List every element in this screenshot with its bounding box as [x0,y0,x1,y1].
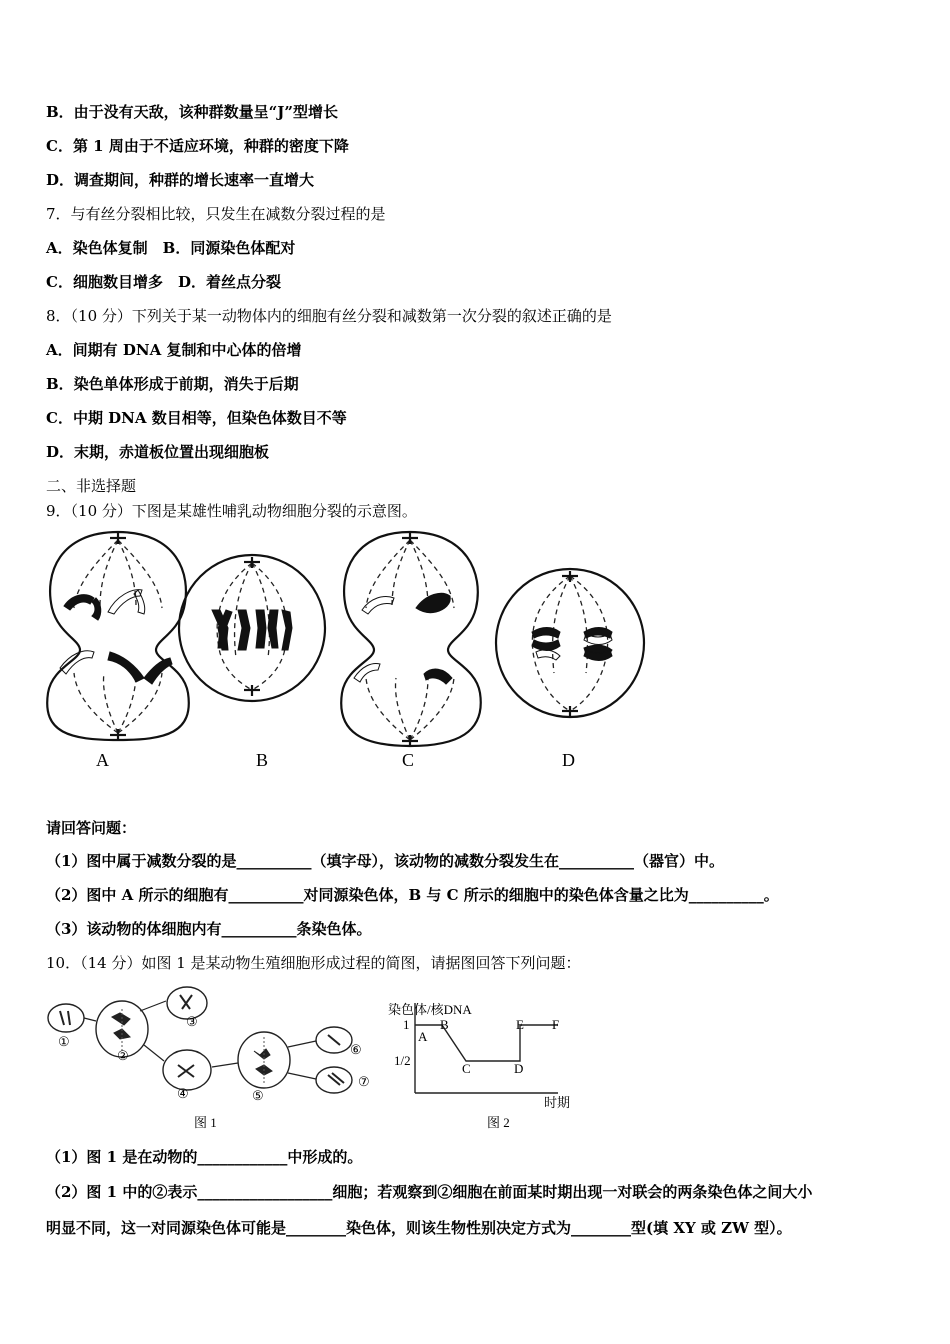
germ-cell-figure [44,985,384,1130]
option-8b: B．染色单体形成于前期，消失于后期 [46,375,299,393]
option-6c: C．第 1 周由于不适应环境，种群的密度下降 [46,137,349,155]
question-9-3: （3）该动物的体细胞内有__________条染色体。 [46,920,372,938]
question-9: 9．（10 分）下图是某雄性哺乳动物细胞分裂的示意图。 [46,502,417,520]
cell-label-4: ④ [177,1086,189,1101]
point-c: C [462,1061,471,1076]
cell-label-5: ⑤ [252,1088,264,1103]
point-d: D [514,1061,524,1076]
point-a: A [418,1029,428,1044]
point-f: F [552,1017,560,1032]
option-8a: A．间期有 DNA 复制和中心体的倍增 [46,341,302,359]
option-8c: C．中期 DNA 数目相等，但染色体数目不等 [46,409,347,427]
cell-b-membrane [179,555,325,701]
options-7cd: C．细胞数目增多 D．着丝点分裂 [46,273,281,291]
question-7: 7．与有丝分裂相比较，只发生在减数分裂过程的是 [46,205,386,223]
label-c: C [402,750,415,770]
cell-c-membrane [341,532,481,746]
question-8: 8．（10 分）下列关于某一动物体内的细胞有丝分裂和减数第一次分裂的叙述正确的是 [46,307,612,325]
cell-label-3: ③ [186,1014,198,1029]
cell-d-membrane [496,569,644,717]
question-9-1: （1）图中属于减数分裂的是__________（填字母），该动物的减数分裂发生在__________（器官）中。 [46,852,724,870]
y-axis-label: 染色体/核DNA [388,1002,472,1017]
cell-label-2: ② [117,1048,129,1063]
question-10: 10．（14 分）如图 1 是某动物生殖细胞形成过程的简图，请据图回答下列问题： [46,954,581,972]
cell-label-1: ① [58,1034,70,1049]
option-6b: B．由于没有天敌，该种群数量呈“J”型增长 [46,103,339,121]
y-tick-half: 1/2 [394,1053,411,1068]
question-9-2: （2）图中 A 所示的细胞有__________对同源染色体，B 与 C 所示的细胞中的染色体含量之比为__________。 [46,886,779,904]
question-10-2-line2: 明显不同，这一对同源染色体可能是________染色体，则该生物性别决定方式为________型(填 XY 或 ZW 型）。 [46,1219,792,1237]
options-7ab: A．染色体复制 B．同源染色体配对 [46,239,296,257]
figure-1-caption: 图 1 [194,1115,217,1130]
question-9-prompt: 请回答问题： [46,819,137,837]
cell-label-7: ⑦ [358,1074,370,1089]
label-b: B [256,750,269,770]
point-e: E [516,1017,524,1032]
point-b: B [440,1017,449,1032]
y-tick-1: 1 [403,1017,410,1032]
section-heading: 二、非选择题 [46,477,137,495]
option-8d: D．末期，赤道板位置出现细胞板 [46,443,270,461]
cell-label-6: ⑥ [350,1042,362,1057]
label-a: A [96,750,109,770]
option-6d: D．调查期间，种群的增长速率一直增大 [46,171,315,189]
cell-a-membrane [47,532,189,740]
ratio-line [415,1025,558,1061]
question-10-1: （1）图 1 是在动物的____________中形成的。 [46,1148,363,1166]
question-10-2-line1: （2）图 1 中的②表示__________________细胞；若观察到②细胞在前面某时期出现一对联会的两条染色体之间大小 [46,1183,813,1201]
label-d: D [562,750,575,770]
x-axis-label: 时期 [544,1095,571,1110]
figure-2-caption: 图 2 [487,1115,510,1130]
